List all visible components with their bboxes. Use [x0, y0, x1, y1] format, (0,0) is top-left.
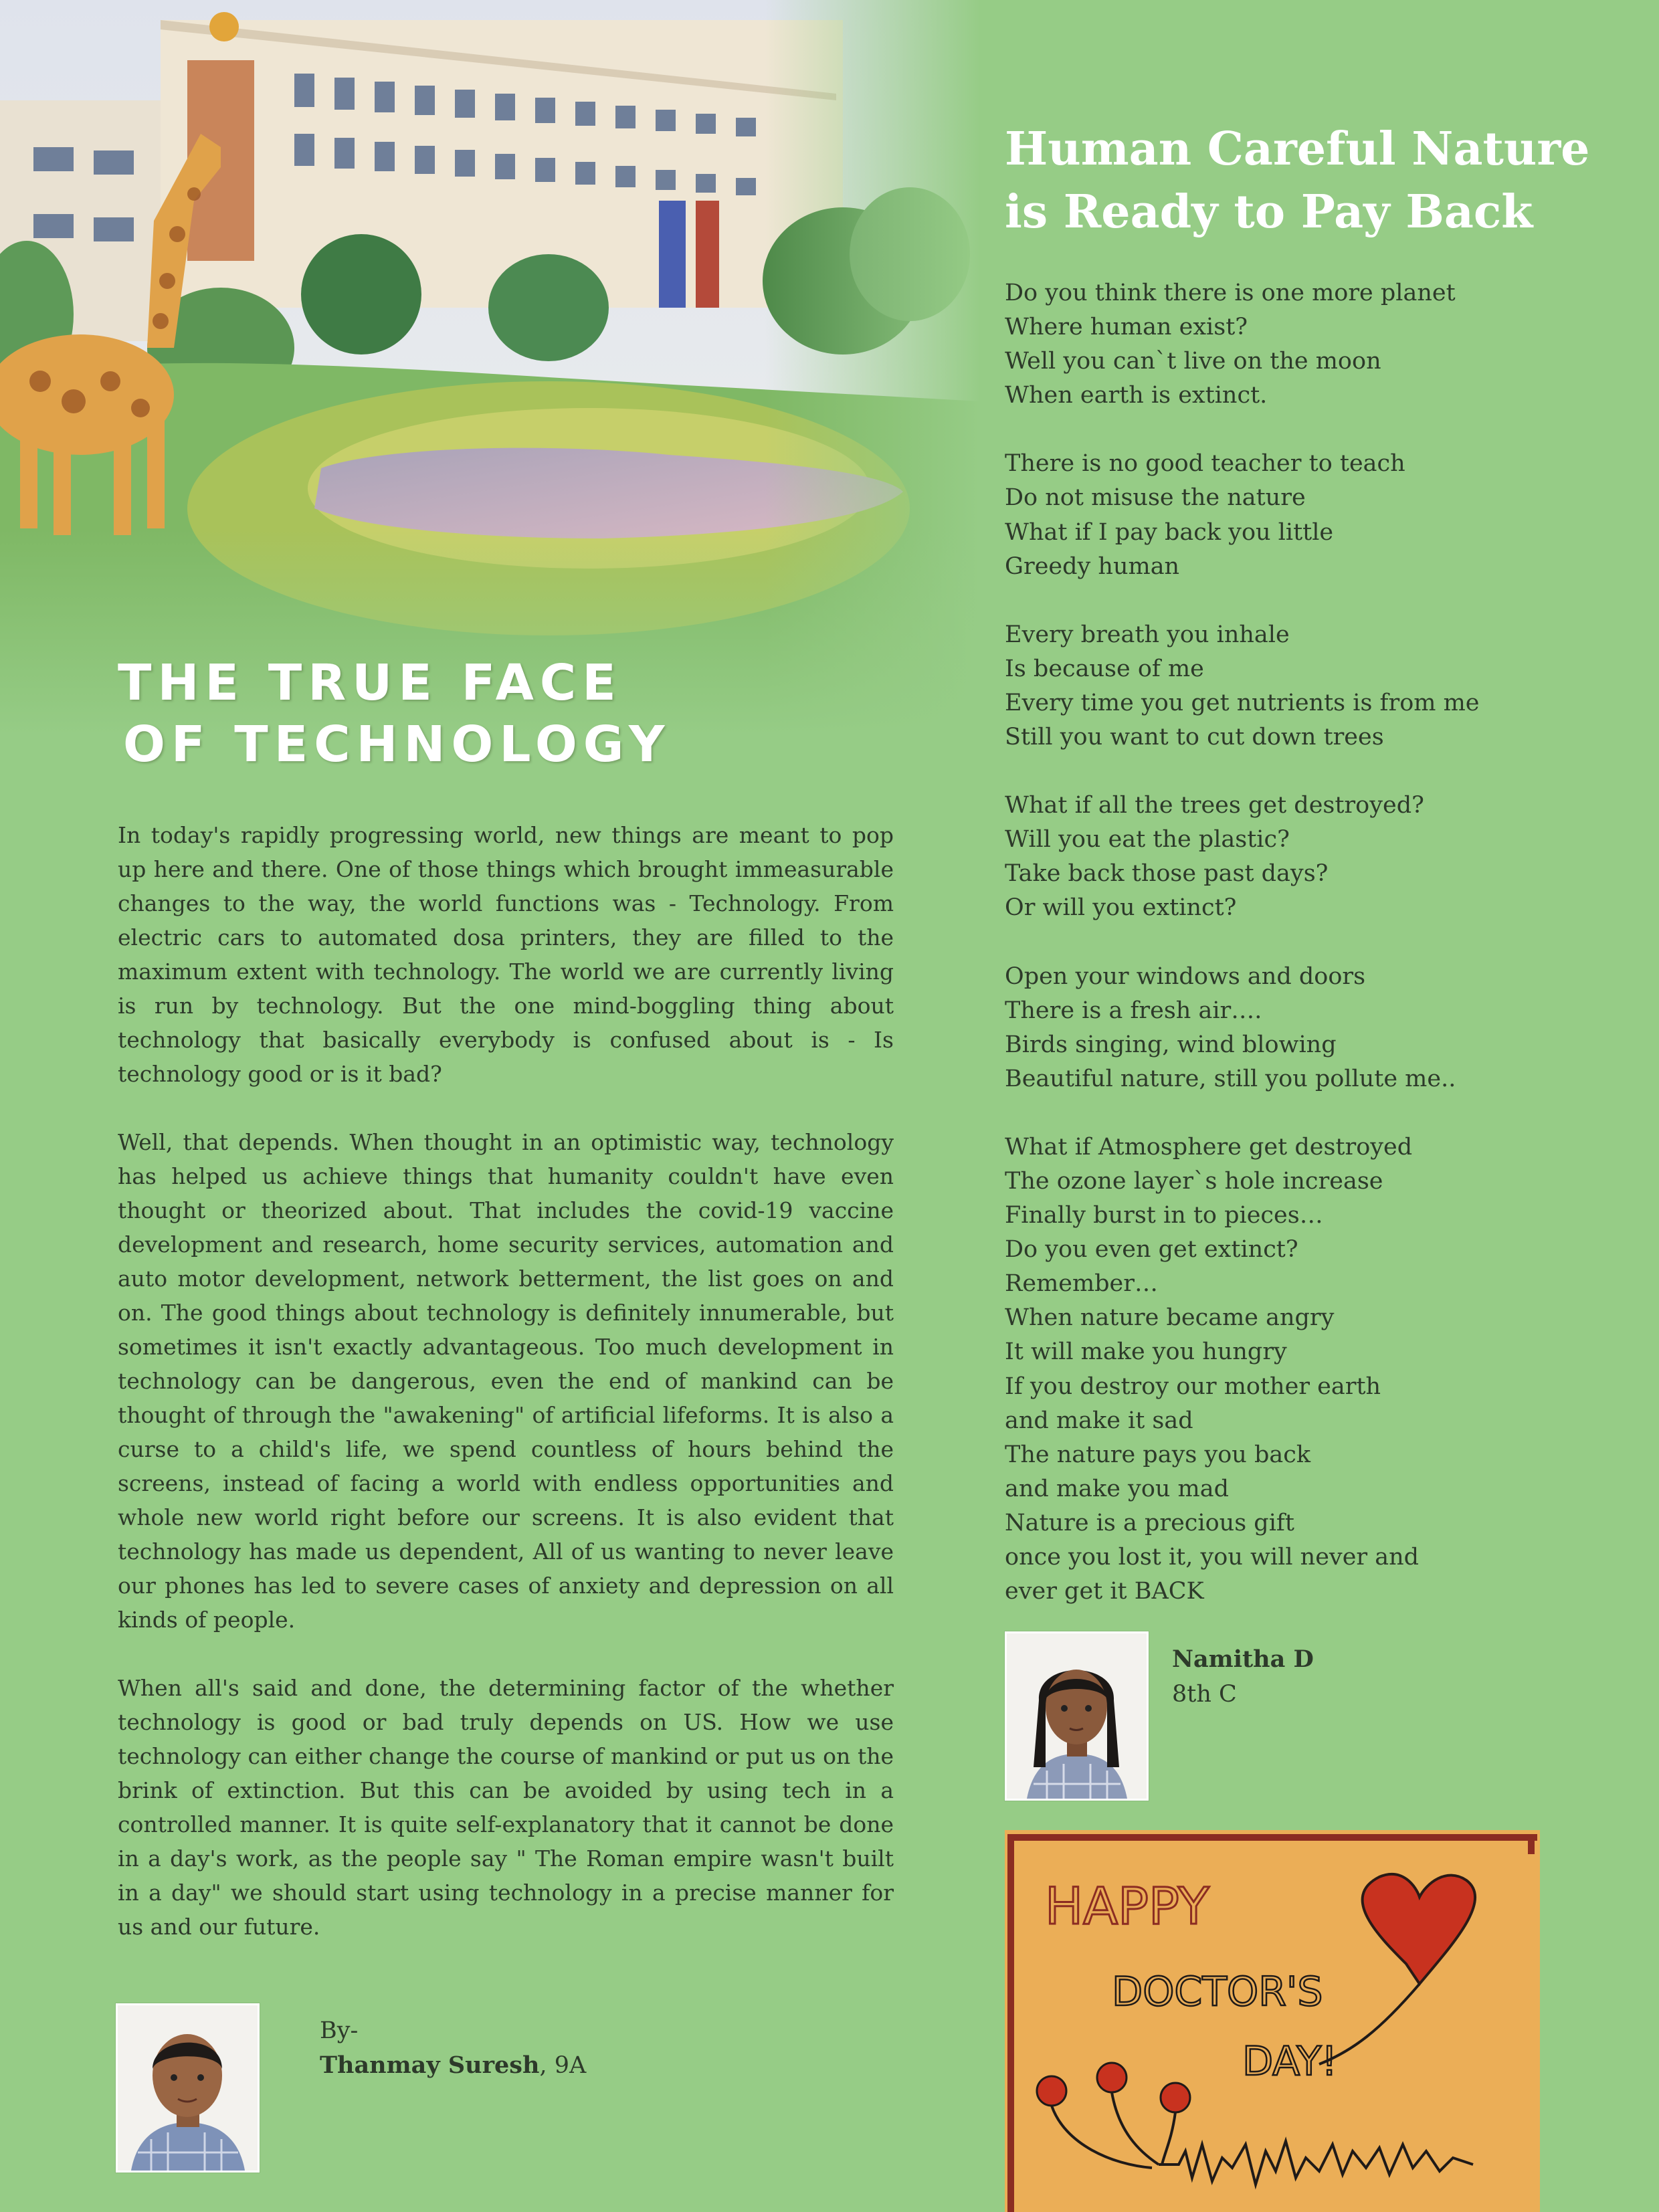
author-name: Thanmay Suresh	[320, 2051, 540, 2079]
poem-author-class: 8th C	[1172, 1681, 1237, 1708]
poem-line: Do you even get extinct?	[1005, 1236, 1298, 1264]
poem-line: What if I pay back you little	[1005, 518, 1334, 546]
poem-line: once you lost it, you will never and	[1005, 1544, 1420, 1571]
poem-line: Well you can`t live on the moon	[1005, 348, 1381, 375]
poem-line: Every time you get nutrients is from me	[1005, 689, 1480, 716]
stanza-1	[1005, 276, 1607, 413]
poem-line: Finally burst in to pieces…	[1005, 1202, 1323, 1229]
poem-line: Do not misuse the nature	[1005, 484, 1306, 512]
flower-icon	[1097, 2063, 1127, 2092]
technology-author-byline	[320, 2013, 586, 2083]
poem-line: If you destroy our mother earth	[1005, 1373, 1381, 1400]
poem-title-line-1: Human Careful Nature	[1005, 122, 1590, 176]
poem-line: Will you eat the plastic?	[1005, 826, 1290, 853]
poem-line: Do you think there is one more planet	[1005, 280, 1456, 306]
poem-line: Greedy human	[1005, 552, 1180, 580]
drawing-text-doctors: DOCTOR'S	[1112, 1969, 1323, 2015]
stanza-2	[1005, 447, 1607, 583]
author-line	[320, 2048, 586, 2083]
poem-line: Remember…	[1005, 1270, 1159, 1298]
author-class: , 9A	[539, 2052, 587, 2079]
poem-line: What if Atmosphere get destroyed	[1005, 1133, 1413, 1161]
poem-line: What if all the trees get destroyed?	[1005, 792, 1424, 819]
poem-line: Take back those past days?	[1005, 860, 1329, 888]
poem-line: and make it sad	[1005, 1407, 1193, 1434]
poem-line: The nature pays you back	[1005, 1441, 1311, 1468]
poem-body	[1005, 276, 1607, 1643]
poem-line: Is because of me	[1005, 655, 1204, 682]
poem-title-line-2: is Ready to Pay Back	[1005, 185, 1533, 239]
poem-line: Open your windows and doors	[1005, 963, 1366, 990]
stanza-6	[1005, 1130, 1607, 1609]
paragraph-3: When all's said and done, the determining factor of the whether technology is good or bad truly depends on US. How we use technology can either change the course of mankind or put us on the brink of extinction. But this can be avoided by using tech in a controlled manner. It is quite self-explanatory that it cannot be done in a day's work, as the people say " The Roman empire wasn't built in a day" we should start using technology in a precise manner for us and our future.	[118, 1675, 894, 1940]
poem-line: Still you want to cut down trees	[1005, 724, 1384, 751]
poem-line: When nature became angry	[1005, 1304, 1335, 1332]
poem-line: Or will you extinct?	[1005, 894, 1237, 922]
flower-icon	[1037, 2076, 1066, 2106]
flower-icon	[1161, 2083, 1190, 2112]
poem-line: ever get it BACK	[1005, 1578, 1204, 1605]
technology-article-body	[118, 818, 894, 1978]
poem-line: When earth is extinct.	[1005, 382, 1268, 409]
poem-line: Birds singing, wind blowing	[1005, 1031, 1337, 1058]
poem-line: Beautiful nature, still you pollute me..	[1005, 1065, 1456, 1092]
namitha-photo	[1005, 1631, 1149, 1801]
paragraph-2: Well, that depends. When thought in an optimistic way, technology has helped us achieve things that humanity couldn't have even thought or theorized about. That includes the covid-19 vaccine development and research, home security services, automation and auto motor development, network betterment, the list goes on and on. The good things about technology is definitely innumerable, but sometimes it isn't exactly advantageous. Too much development in technology can be dangerous, even the end of mankind can be thought of through the "awakening" of artificial lifeforms. It is also a curse to a child's life, we spend countless of hours behind the screens, instead of facing a world with endless opportunities and whole new world right before our screens. It is also evident that technology has made us dependent, All of us wanting to never leave our phones has led to severe cases of anxiety and depression on all kinds of people.	[118, 1129, 894, 1633]
poem-line: Nature is a precious gift	[1005, 1509, 1294, 1536]
poem-line: and make you mad	[1005, 1475, 1230, 1502]
poem-author-name: Namitha D	[1172, 1645, 1314, 1673]
by-label: By-	[320, 2017, 359, 2044]
school-painting	[0, 0, 981, 736]
thanmay-photo	[116, 2003, 260, 2173]
paragraph-1: In today's rapidly progressing world, new things are meant to pop up here and there. One of those things which brought immeasurable changes to the way, the world functions was - Technology. From electric cars to automated dosa printers, they are filled to the maximum extent with technology. The world we are currently living is run by technology. But the one mind-boggling thing about technology that basically everybody is confused about is - Is technology good or is it bad?	[118, 822, 894, 1087]
stanza-4	[1005, 789, 1607, 925]
poem-line: The ozone layer`s hole increase	[1005, 1167, 1383, 1195]
title-line-2: OF TECHNOLOGY	[123, 716, 671, 773]
poem-line: There is no good teacher to teach	[1005, 450, 1405, 478]
poem-line: Where human exist?	[1005, 314, 1248, 341]
poem-author-byline	[1172, 1642, 1314, 1712]
stanza-5	[1005, 960, 1607, 1096]
doctors-day-drawing	[1005, 1830, 1540, 2212]
stanza-3	[1005, 618, 1607, 755]
drawing-text-happy: HAPPY	[1045, 1876, 1209, 1936]
drawing-text-day: DAY!	[1242, 2038, 1338, 2085]
title-line-1: THE TRUE FACE	[118, 654, 622, 712]
poem-title	[1005, 118, 1607, 243]
poem-line: Every breath you inhale	[1005, 621, 1290, 648]
poem-line: It will make you hungry	[1005, 1338, 1287, 1366]
technology-article-title	[118, 652, 670, 775]
poem-line: There is a fresh air….	[1005, 997, 1262, 1024]
